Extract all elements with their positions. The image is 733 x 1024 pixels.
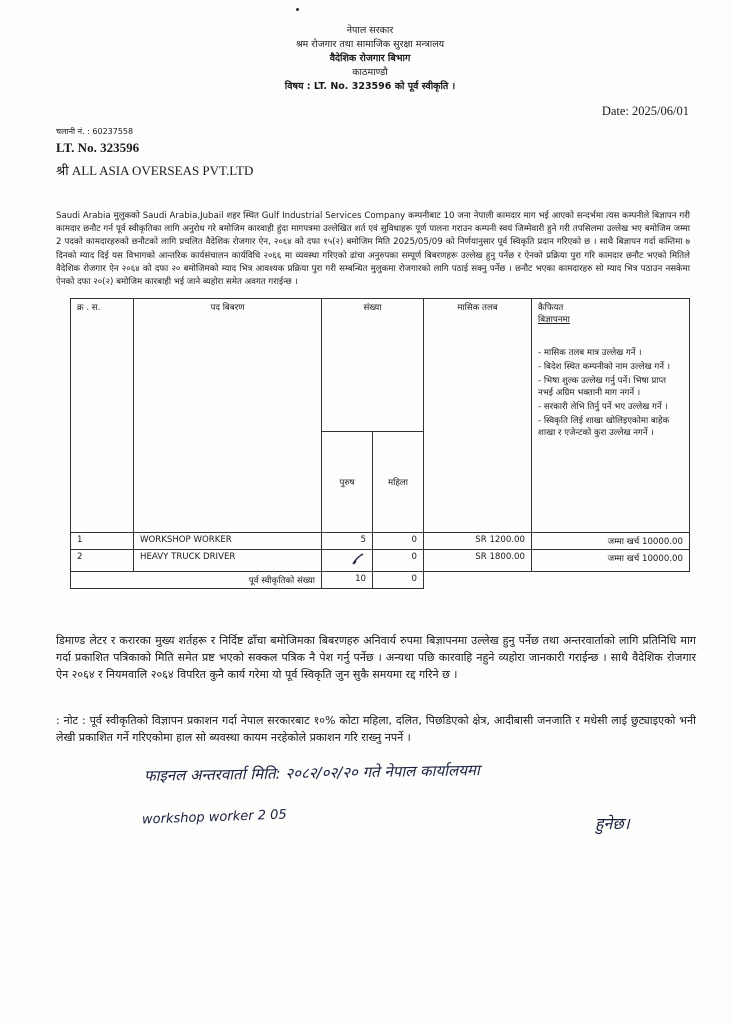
header-sn: क्र . स. bbox=[71, 299, 134, 533]
date: Date: 2025/06/01 bbox=[601, 104, 689, 118]
total-female: 0 bbox=[373, 572, 424, 589]
row-expense: जम्मा खर्च 10000.00 bbox=[532, 550, 690, 572]
subject-line: विषय : LT. No. 323596 को पूर्व स्वीकृति । bbox=[284, 81, 456, 92]
city-name: काठमाण्डौ bbox=[352, 67, 388, 78]
table-row bbox=[71, 550, 690, 572]
total-label: पूर्व स्वीकृतिको संख्या bbox=[71, 572, 322, 589]
row-salary: SR 1800.00 bbox=[424, 550, 532, 572]
row-female: 0 bbox=[373, 533, 424, 550]
ministry-name: श्रम रोजगार तथा सामाजिक सुरक्षा मन्त्रालय bbox=[295, 39, 445, 50]
row-position: WORKSHOP WORKER bbox=[134, 533, 322, 550]
chalani-number: चलानी नं. : 60237558 bbox=[56, 127, 134, 136]
remarks-list bbox=[538, 347, 683, 439]
header-male: पुरुष bbox=[322, 432, 373, 533]
header-salary: मासिक तलब bbox=[424, 299, 532, 533]
row-salary: SR 1200.00 bbox=[424, 533, 532, 550]
department-name: वैदेशिक रोजगार बिभाग bbox=[329, 53, 411, 64]
remarks-item: - मासिक तलब मात्र उल्लेख गर्ने । bbox=[538, 348, 642, 358]
remarks-subtitle: बिज्ञापनमा bbox=[538, 315, 570, 325]
approval-paragraph: Saudi Arabia मुलुकको Saudi Arabia,Jubail शहर स्थित Gulf Industrial Services Company कम्पनीबाट 10 जना नेपाली कामदार माग भई आएको सन्दर्भमा त्यस कम्पनीले बिज्ञापन गरी कामदार छनौट गर्न पूर्व स्वीकृतिका लागि अनुरोध गरे बमोजिम कारवाही हुंदा मागपत्रमा उल्लेखित शर्त एवं सुविधाहरू पूर्ण पालना गराउन कम्पनी स्वयं जिम्मेवारी हुने गरी तपसिलमा उल्लेख भए बमोजिम जम्मा 2 पदको कामदारहरुको छनौटको लागि प्रचलित वैदेशिक रोजगार ऐन, २०६४ को दफा १५(२) बमोजिम मिति 2025/05/09 को निर्णयानुसार पूर्व स्विकृति प्रदान गरिएको छ । साथै बिज्ञापन गर्दा कम्तिमा ७ दिनको म्याद दिई यस विभागको आन्तरिक कार्यसंचालन कार्यविधि २०६६ मा व्यवस्था गरिएको ढांचा अनुरुपका सम्पूर्ण बिबरणहरू उल्लेख हुनु पर्नेछ र ऐनको प्रक्रिया पुरा गरि कामदार छनौट भएको मितिले वैदेशिक रोजगार ऐन २०६४ को दफा २० बमोजिमको म्याद भित्र आवश्यक प्रक्रिया पुरा गरी सम्बन्धित मुलुकमा रोजगारको लागि पठाई सक्नु पर्नेछ । छनौट भएका कामदारहरु सो म्याद भित्र पठाउन नसकेमा ऐनको दफा २०(२) बमोजिम कारबाही भई जाने ब्यहोरा समेत अवगत गराईन्छ । bbox=[56, 211, 690, 288]
row-male-handwritten bbox=[322, 550, 373, 572]
row-male: 5 bbox=[322, 533, 373, 550]
demand-letter-paragraph: डिमाण्ड लेटर र करारका मुख्य शर्तहरू र निर्दिष्ट ढाँचा बमोजिमका बिबरणहरु अनिवार्य रुपमा बिज्ञापनमा उल्लेख हुनु पर्नेछ तथा अन्तरवार्ताको लागि प्रतिनिधि माग गर्दा प्रकाशित पत्रिकाको मिति समेत प्रष्ट भएको सक्कल पत्रिक नै पेश गर्नु पर्नेछ । अन्यथा पछि कारवाहि नहुने व्यहोरा जानकारी गराईन्छ । साथै वैदेशिक रोजगार ऐन २०६४ र नियमवालि २०६४ विपरित कुनै कार्य गरेमा यो पूर्व स्विकृति जुन सुकै समयमा रद्द गरिने छ । bbox=[56, 634, 696, 681]
row-expense: जम्मा खर्च 10000.00 bbox=[532, 533, 690, 550]
row-sn: 1 bbox=[71, 533, 134, 550]
row-position: HEAVY TRUCK DRIVER bbox=[134, 550, 322, 572]
company-name: श्री ALL ASIA OVERSEAS PVT.LTD bbox=[56, 163, 254, 178]
remarks-item: - स्विकृति लिई शाखा खोलिइएकोमा बाहेक शाखा र एजेन्टको कुरा उल्लेख नगर्ने । bbox=[538, 416, 670, 438]
lt-number: LT. No. 323596 bbox=[56, 140, 140, 155]
table-row bbox=[71, 533, 690, 550]
row-female: 0 bbox=[373, 550, 424, 572]
header-remarks bbox=[532, 299, 690, 533]
header-female: महिला bbox=[373, 432, 424, 533]
table-total-row bbox=[71, 572, 690, 589]
header-position: पद बिबरण bbox=[134, 299, 322, 533]
total-blank bbox=[424, 572, 690, 589]
total-male: 10 bbox=[322, 572, 373, 589]
gov-name: नेपाल सरकार bbox=[346, 25, 394, 36]
note-paragraph: : नोट : पूर्व स्वीकृतिको विज्ञापन प्रकाशन गर्दा नेपाल सरकारबाट १०% कोटा महिला, दलित, पिछडिएको क्षेत्र, आदीबासी जनजाति र मधेसी लाई छुट्याइएको भनी लेखी प्रकाशित गर्ने गरिएकोमा हाल सो ब्यवस्था कायम नरहेकोले प्रकाशन गरि राख्नु नपर्ने । bbox=[56, 714, 696, 744]
row-sn: 2 bbox=[71, 550, 134, 572]
scan-speck bbox=[296, 8, 299, 11]
letterhead bbox=[200, 24, 540, 94]
approval-table bbox=[70, 298, 690, 589]
handwritten-mark-icon bbox=[350, 552, 366, 566]
handwritten-worker-note: workshop worker 2 05 bbox=[141, 807, 287, 828]
remarks-item: - भिषा शुल्क उल्लेख गर्नु पर्ने। भिषा प्राप्त नभई अग्रिम भक्तानी माग नगर्ने । bbox=[538, 376, 667, 398]
header-count: संख्या bbox=[322, 299, 424, 432]
remarks-item: - सरकारी लेभि तिर्नु पर्ने भए उल्लेख गर्ने । bbox=[538, 402, 668, 412]
handwritten-interview-note: फाइनल अन्तरवार्ता मिति: २०८२/०२/२० गते नेपाल कार्यालयमा bbox=[143, 761, 480, 785]
remarks-title: कैफियत bbox=[538, 303, 564, 313]
handwritten-closing: हुनेछ। bbox=[595, 814, 630, 833]
remarks-item: - बिदेश स्थित कम्पनीको नाम उल्लेख गर्ने । bbox=[538, 362, 671, 372]
